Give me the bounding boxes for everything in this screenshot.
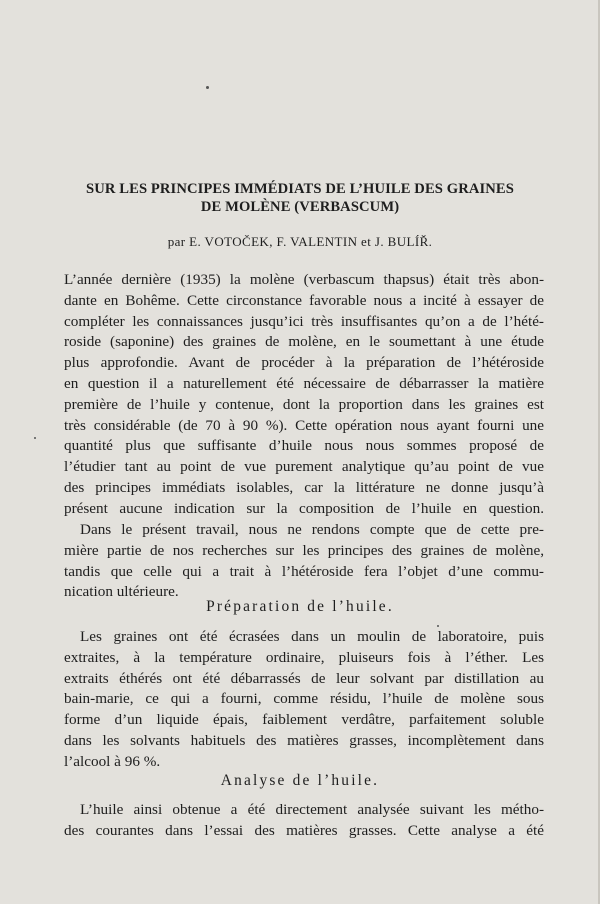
text-line: première de l’huile y contenue, dont la proportion dans les graines est bbox=[64, 395, 544, 413]
text-line: mière partie de nos recherches sur les principes des graines de molène, bbox=[64, 541, 544, 559]
text-line: dans les solvants habituels des matières grasses, incomplètement dans bbox=[64, 731, 544, 749]
text-line: des courantes dans l’essai des matières grasses. Cette analyse a été bbox=[64, 821, 544, 839]
title-line-2: DE MOLÈNE (VERBASCUM) bbox=[200, 199, 400, 215]
text-line: L’huile ainsi obtenue a été directement analysée suivant les métho- bbox=[80, 801, 544, 818]
text-line: roside (saponine) des graines de molène, en le soumettant à une étude bbox=[64, 333, 544, 351]
paragraph-introduction bbox=[64, 270, 544, 520]
title-line-1: SUR LES PRINCIPES IMMÉDIATS DE L’HUILE DES GRAINES bbox=[86, 181, 514, 197]
text-line: l’alcool à 96 %. bbox=[64, 752, 161, 770]
text-line: en question il a naturellement été nécessaire de débarrasser la matière bbox=[64, 374, 544, 392]
text-line: présent aucune indication sur la composition de l’huile en question. bbox=[64, 499, 544, 517]
paragraph-analysis bbox=[64, 800, 544, 842]
dust-speck bbox=[34, 437, 36, 439]
text-line: L’année dernière (1935) la molène (verbascum thapsus) était très abon- bbox=[64, 271, 544, 288]
text-line: plus approfondie. Avant de procéder à la préparation de l’hétéroside bbox=[64, 354, 544, 372]
text-line: extraits éthérés ont été débarrassés de leur solvant par distillation au bbox=[64, 669, 544, 687]
section-heading-preparation: Préparation de l’huile. bbox=[206, 598, 394, 615]
author-line: par E. VOTOČEK, F. VALENTIN et J. BULÍŘ. bbox=[167, 234, 433, 249]
text-line: bain-marie, ce qui a fourni, comme résidu, l’huile de molène sous bbox=[64, 690, 544, 708]
text-line: des principes immédiats isolables, car la littérature ne donne jusqu’à bbox=[64, 478, 544, 496]
text-line: quantité plus que suffisante d’huile nous nous sommes proposé de bbox=[64, 437, 544, 455]
text-line: très considérable (de 70 à 90 %). Cette opération nous ayant fourni une bbox=[64, 416, 544, 434]
text-line: dante en Bohême. Cette circonstance favorable nous a incité à essayer de bbox=[64, 291, 544, 309]
text-line: Les graines ont été écrasées dans un moulin de laboratoire, puis bbox=[80, 628, 544, 645]
paragraph-preparation bbox=[64, 627, 544, 773]
text-line: Dans le présent travail, nous ne rendons compte que de cette pre- bbox=[80, 521, 544, 538]
text-line: l’étudier tant au point de vue purement analytique qu’au point de vue bbox=[64, 458, 544, 476]
text-line: extraites, à la température ordinaire, pluiseurs fois à l’éther. Les bbox=[64, 648, 544, 666]
text-line: nication ultérieure. bbox=[64, 583, 179, 601]
paragraph-scope bbox=[64, 520, 544, 603]
text-line: tandis que celle qui a trait à l’hétéroside fera l’objet d’une commu- bbox=[64, 562, 544, 580]
dust-speck bbox=[206, 86, 209, 89]
text-line: forme d’un liquide épais, faiblement verdâtre, parfaitement soluble bbox=[64, 711, 544, 729]
section-heading-analysis: Analyse de l’huile. bbox=[220, 772, 380, 789]
article-title bbox=[40, 180, 560, 216]
text-line: compléter les connaissances jusqu’ici très insuffisantes qu’on a de l’hété- bbox=[64, 312, 544, 330]
